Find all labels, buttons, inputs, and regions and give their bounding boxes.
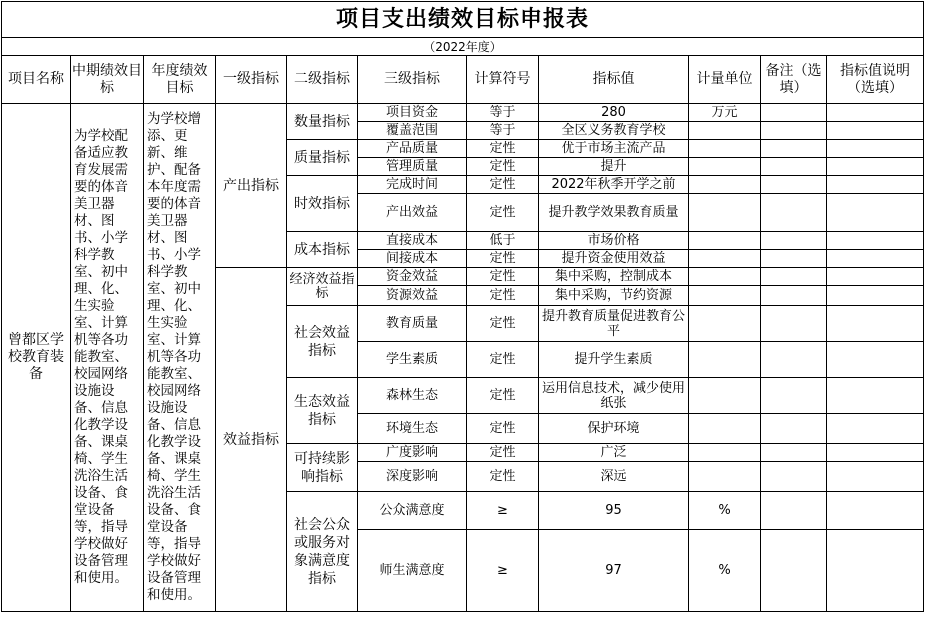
unit-cell	[689, 306, 761, 342]
value-note-cell	[827, 232, 924, 250]
level2-ecological: 生态效益指标	[287, 378, 358, 444]
mid-term-goal: 为学校配备适应教育发展需要的体音美卫器材、图书、小学科学教室、初中理、化、生实验室、计算机等各功能教室、校园网络设施设备、信息化教学设备、课桌椅、学生洗浴生活设备、食堂设备等，指导学校做好设备管理和使用。	[71, 104, 144, 612]
page-title: 项目支出绩效目标申报表	[2, 2, 924, 38]
level3-cell: 资源效益	[358, 286, 467, 306]
level3-cell: 广度影响	[358, 444, 467, 462]
year-label: （2022年度）	[2, 38, 924, 56]
unit-cell	[689, 342, 761, 378]
value-note-cell	[827, 444, 924, 462]
operator-cell: 定性	[467, 140, 539, 158]
value-cell: 97	[539, 530, 689, 612]
level3-cell: 森林生态	[358, 378, 467, 414]
unit-cell	[689, 250, 761, 268]
level3-cell: 直接成本	[358, 232, 467, 250]
level2-sustainable: 可持续影响指标	[287, 444, 358, 492]
value-note-cell	[827, 492, 924, 530]
level3-cell: 公众满意度	[358, 492, 467, 530]
value-note-cell	[827, 286, 924, 306]
value-note-cell	[827, 122, 924, 140]
operator-cell: ≥	[467, 492, 539, 530]
value-note-cell	[827, 462, 924, 492]
level3-cell: 间接成本	[358, 250, 467, 268]
remark-cell	[761, 414, 827, 444]
header-project-name: 项目名称	[2, 56, 71, 104]
unit-cell	[689, 232, 761, 250]
value-cell: 95	[539, 492, 689, 530]
value-note-cell	[827, 342, 924, 378]
level3-cell: 项目资金	[358, 104, 467, 122]
header-value: 指标值	[539, 56, 689, 104]
remark-cell	[761, 444, 827, 462]
remark-cell	[761, 158, 827, 176]
operator-cell: 定性	[467, 158, 539, 176]
level3-cell: 产出效益	[358, 194, 467, 232]
level3-cell: 完成时间	[358, 176, 467, 194]
level3-cell: 覆盖范围	[358, 122, 467, 140]
unit-cell	[689, 122, 761, 140]
level3-cell: 师生满意度	[358, 530, 467, 612]
unit-cell	[689, 414, 761, 444]
remark-cell	[761, 306, 827, 342]
remark-cell	[761, 286, 827, 306]
remark-cell	[761, 462, 827, 492]
value-cell: 2022年秋季开学之前	[539, 176, 689, 194]
unit-cell	[689, 268, 761, 286]
header-level3: 三级指标	[358, 56, 467, 104]
unit-cell	[689, 158, 761, 176]
value-cell: 提升学生素质	[539, 342, 689, 378]
operator-cell: ≥	[467, 530, 539, 612]
unit-cell	[689, 378, 761, 414]
annual-goal: 为学校增添、更新、维护、配备本年度需要的体音美卫器材、图书、小学科学教室、初中理、化、生实验室、计算机等各功能教室、校园网络设施设备、信息化教学设备、课桌椅、学生洗浴生活设备、食堂设备等，指导学校做好设备管理和使用。	[144, 104, 216, 612]
value-cell: 提升教育质量促进教育公平	[539, 306, 689, 342]
value-note-cell	[827, 176, 924, 194]
operator-cell: 等于	[467, 122, 539, 140]
value-cell: 集中采购，节约资源	[539, 286, 689, 306]
value-note-cell	[827, 268, 924, 286]
remark-cell	[761, 378, 827, 414]
level2-economic: 经济效益指标	[287, 268, 358, 306]
value-note-cell	[827, 414, 924, 444]
level3-cell: 资金效益	[358, 268, 467, 286]
unit-cell	[689, 444, 761, 462]
value-cell: 市场价格	[539, 232, 689, 250]
operator-cell: 定性	[467, 176, 539, 194]
unit-cell: %	[689, 530, 761, 612]
remark-cell	[761, 194, 827, 232]
unit-cell	[689, 140, 761, 158]
header-remark: 备注（选填）	[761, 56, 827, 104]
level1-output: 产出指标	[216, 104, 287, 268]
remark-cell	[761, 104, 827, 122]
value-cell: 全区义务教育学校	[539, 122, 689, 140]
unit-cell: 万元	[689, 104, 761, 122]
operator-cell: 定性	[467, 250, 539, 268]
header-unit: 计量单位	[689, 56, 761, 104]
header-level1: 一级指标	[216, 56, 287, 104]
remark-cell	[761, 530, 827, 612]
unit-cell: %	[689, 492, 761, 530]
remark-cell	[761, 176, 827, 194]
remark-cell	[761, 492, 827, 530]
level2-timeliness: 时效指标	[287, 176, 358, 232]
unit-cell	[689, 286, 761, 306]
remark-cell	[761, 140, 827, 158]
performance-table	[1, 1, 924, 612]
value-cell: 运用信息技术，减少使用纸张	[539, 378, 689, 414]
value-cell: 深远	[539, 462, 689, 492]
header-annual-goal: 年度绩效目标	[144, 56, 216, 104]
operator-cell: 定性	[467, 306, 539, 342]
header-level2: 二级指标	[287, 56, 358, 104]
value-cell: 提升教学效果教育质量	[539, 194, 689, 232]
level3-cell: 管理质量	[358, 158, 467, 176]
project-name: 曾都区学校教育装备	[2, 104, 71, 612]
value-cell: 优于市场主流产品	[539, 140, 689, 158]
value-cell: 保护环境	[539, 414, 689, 444]
header-operator: 计算符号	[467, 56, 539, 104]
level3-cell: 环境生态	[358, 414, 467, 444]
operator-cell: 定性	[467, 378, 539, 414]
operator-cell: 低于	[467, 232, 539, 250]
operator-cell: 定性	[467, 268, 539, 286]
remark-cell	[761, 342, 827, 378]
operator-cell: 定性	[467, 286, 539, 306]
value-cell: 集中采购，控制成本	[539, 268, 689, 286]
remark-cell	[761, 250, 827, 268]
value-note-cell	[827, 250, 924, 268]
operator-cell: 定性	[467, 462, 539, 492]
level2-cost: 成本指标	[287, 232, 358, 268]
level2-quantity: 数量指标	[287, 104, 358, 140]
operator-cell: 等于	[467, 104, 539, 122]
header-mid-goal: 中期绩效目标	[71, 56, 144, 104]
operator-cell: 定性	[467, 342, 539, 378]
value-note-cell	[827, 530, 924, 612]
value-cell: 广泛	[539, 444, 689, 462]
remark-cell	[761, 268, 827, 286]
level3-cell: 教育质量	[358, 306, 467, 342]
level3-cell: 产品质量	[358, 140, 467, 158]
header-value-note: 指标值说明（选填）	[827, 56, 924, 104]
level3-cell: 学生素质	[358, 342, 467, 378]
value-note-cell	[827, 306, 924, 342]
operator-cell: 定性	[467, 444, 539, 462]
value-cell: 280	[539, 104, 689, 122]
level2-satisfaction: 社会公众或服务对象满意度指标	[287, 492, 358, 612]
unit-cell	[689, 462, 761, 492]
unit-cell	[689, 176, 761, 194]
value-note-cell	[827, 194, 924, 232]
remark-cell	[761, 232, 827, 250]
level2-social: 社会效益指标	[287, 306, 358, 378]
operator-cell: 定性	[467, 194, 539, 232]
value-cell: 提升	[539, 158, 689, 176]
value-note-cell	[827, 104, 924, 122]
value-note-cell	[827, 158, 924, 176]
level1-benefit: 效益指标	[216, 268, 287, 612]
value-cell: 提升资金使用效益	[539, 250, 689, 268]
level3-cell: 深度影响	[358, 462, 467, 492]
unit-cell	[689, 194, 761, 232]
operator-cell: 定性	[467, 414, 539, 444]
level2-quality: 质量指标	[287, 140, 358, 176]
value-note-cell	[827, 140, 924, 158]
remark-cell	[761, 122, 827, 140]
value-note-cell	[827, 378, 924, 414]
